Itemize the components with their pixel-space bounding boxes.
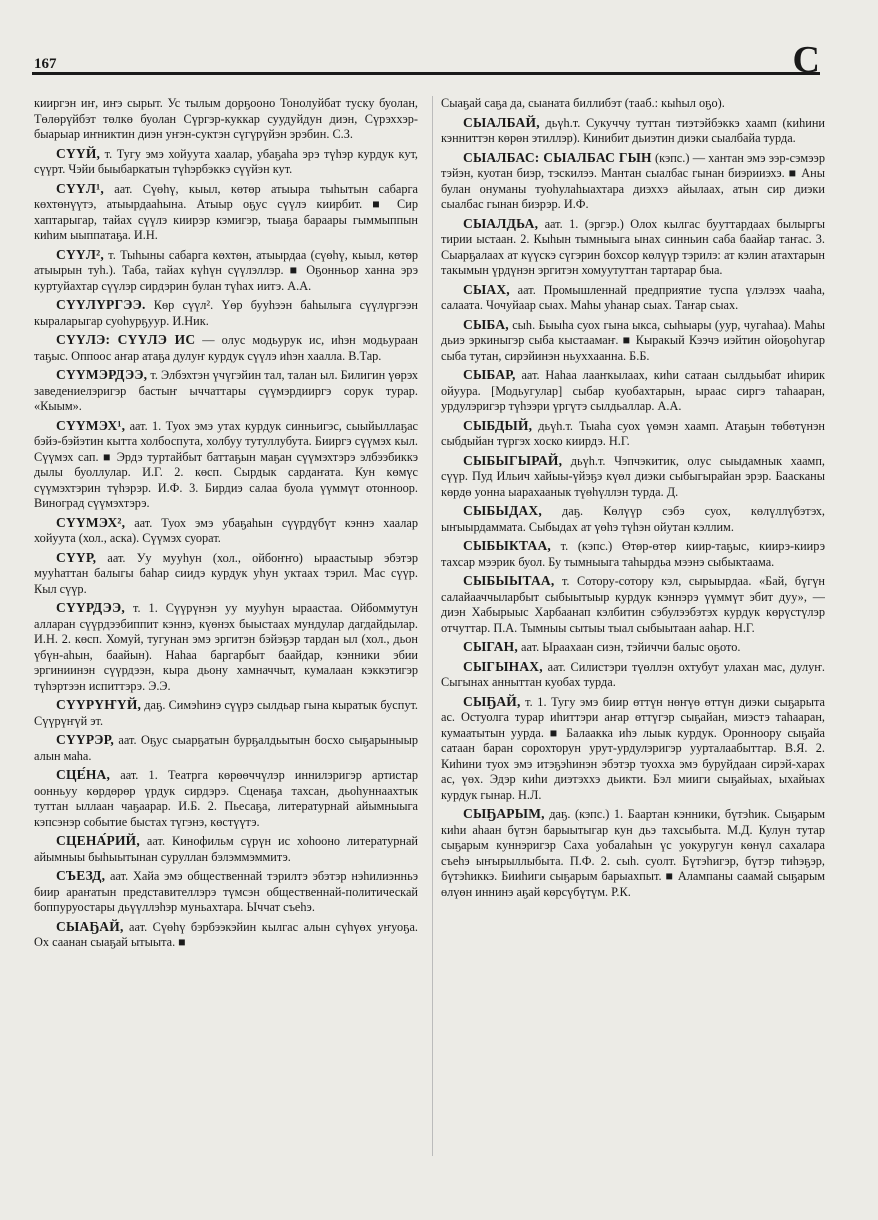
entry-text: аат. Туох эмэ убаҕаһын сүүрдүбүт кэннэ хаалар хойуута (хол., аска). Сүүмэх суорат. — [34, 515, 418, 545]
dictionary-entry — [34, 297, 418, 329]
dictionary-entry — [34, 247, 418, 295]
dictionary-entry — [34, 418, 418, 512]
dictionary-entry — [441, 150, 825, 213]
dictionary-entry — [34, 550, 418, 598]
entry-text: дьүһ.т. Чэпчэкитик, олус сыыдамнык хаамп, сүүр. Пуд Ильич хайыы-үйэҕэ күөл диэки сыбыгырайан эрэр. Баасканы көрдө уонна ыарахаанык түөһүллэн турда. Д. — [441, 453, 825, 499]
dictionary-entry — [34, 697, 418, 729]
entry-headword: СЫБА, — [463, 316, 509, 332]
entry-text: аат. Ыраахаан сиэн, тэйиччи балыс оҕото. — [517, 640, 741, 654]
entry-headword: СЪЕЗД, — [56, 868, 106, 883]
entry-text: т. Сотору-сотору кэл, сырыырдаа. «Бай, бүгүн салайааччыларбыт сыбыытыыр курдук кэннэрэ үүммүт эбит дуу», — диэн Хабырыыс Харбаанап кэлбитин сэбулээбэтэх курдук көрүстүлэр отчуттар. П.А. Тымныы сытыы тыал сыбыытаан ааһар. Н.Г. — [441, 574, 825, 635]
entry-headword: СЫБДЫЙ, — [463, 417, 533, 433]
column-divider — [432, 96, 433, 1156]
entry-headword: СҮҮЛЭ: СҮҮЛЭ ИС — [56, 332, 196, 347]
entry-text: аат. Хайа эмэ общественнай тэрилтэ эбэтэр нэһилиэнньэ биир араҥатын представителлэрэ түмсэн общественнай-политическай боппуруостары дьүүллэһэр муньахтара. Ыччат съеһэ. — [34, 869, 418, 914]
entry-headword: СЫАХ, — [463, 281, 510, 297]
dictionary-entry — [34, 600, 418, 694]
dictionary-entry — [34, 919, 418, 951]
entry-text: сыһ. Быыһа суох гына ыкса, сыһыары (уур, чугаһаа). Маһы дьиэ эркиныгэр сыба кыстаамаҥ. ■ Кыракый Кээчэ иэйтин ойоҕоһугар сыба тутан, сирэйинэн ньуххаанна. Б.Б. — [441, 317, 825, 363]
entry-text: аат. 1. Туох эмэ утах курдук синньигэс, сыыйыллаҕас бэйэ-бэйэтин кытта холбоспута, холбуу тутуллубута. Бииргэ сүүмэх кыл. Сүүмэх сап. ■ Эрдэ туртайбыт баттаҕын маҕан сүүмэхтэрэ элбээбиккэ дылы буоллулар. И.Г. 2. көсп. Сырдык сардаҥата. Кун көмүс сүүмэхтэрин түһэрэр. И.Ф. 3. Бирдиэ салаа буола үүммүт отонноор. Виноград сүүмэхтэрэ. — [34, 418, 418, 510]
entry-headword: СЫБЫДАХ, — [463, 503, 542, 518]
entry-headword: СҮҮРДЭЭ, — [56, 600, 125, 615]
entry-headword: СЫАҔАЙ, — [56, 918, 124, 934]
entry-text: даҕ. Көлүүр сэбэ суох, көлүллүбэтэх, ыҥыырдаммата. Сыбыдах ат үөһэ түһэн ойутан кэллим. — [441, 504, 825, 534]
dictionary-entry — [441, 503, 825, 535]
dictionary-entry — [441, 317, 825, 365]
entry-text: — олус модьурук ис, иһэн модьураан таҕыс. Оппоос аҥар атаҕа дулуҥ курдук сүүлэ иһэн хаалла. В.Тар. — [34, 333, 418, 363]
dictionary-entry — [441, 806, 825, 900]
entry-text: аат. Сүөһү, кыыл, көтөр атыыра тыһытын сабарга көхтөнүүтэ, атыырдааһына. Атыыр оҕус сүүлэ киирбит. ■ Сир хаптарыгар, тайах сүүлэ киирэр кэмигэр, тыаҕа бараары гыммыппын киһим ыыппатаҕа. И.Н. — [34, 181, 418, 242]
entry-headword: СҮҮМЭХ¹, — [56, 417, 126, 433]
dictionary-entry — [441, 216, 825, 279]
dictionary-entry — [34, 181, 418, 244]
entry-text: аат. Промышленнай предприятие туспа үлэлээх чааһа, салаата. Чочуйаар сыах. Маһы уһанар сыах. Таҥар сыах. — [441, 282, 825, 312]
entry-text: Сыаҕай саҕа да, сыаната биллибэт (тааб.: кыһыл оҕо). — [441, 96, 725, 110]
entry-headword: СҮҮРҮҤҮЙ, — [56, 697, 142, 712]
entry-headword: СЫБАР, — [463, 367, 516, 382]
entry-headword: СЫБЫЫТАА, — [463, 573, 555, 588]
entry-headword: СҮҮМЭРДЭЭ, — [56, 367, 148, 382]
entry-text: кииргэн иҥ, иҥэ сырыт. Ус тылым дорҕооно Тонолуйбат туску буолан, Төлөрүйбэт төлкө буолан Сүргэр-куккар суудуйдун диэн, Сүрэххэр-быарыар иҥниктин диэн уҥэн-суктэн сүгүрүйэн эрэбин. С.З. — [34, 96, 418, 141]
dictionary-entry — [441, 453, 825, 501]
dictionary-entry — [34, 868, 418, 916]
entry-headword: СҮҮЛ², — [56, 246, 104, 262]
header-rule — [32, 72, 820, 75]
entry-text: аат. 1. (эргэр.) Олох кылгас бууттардаах былыргы тирии ыстаан. 2. Кыһын тымныыга ынах синньин саба баайар таҥас. 3. Сыарҕалаах ат күүскэ сүгэрин бохсор көлүүр тэрилэ: ат кэлин атахтарын такымын үрдүнэн эргитэн хомуутуттан тартарар быа. — [441, 216, 825, 277]
entry-headword: СЫАЛБАС: СЫАЛБАС ГЫН — [463, 149, 652, 165]
entry-text: аат. Кинофильм сүрүн ис хоһооно литературнай айымныы быһыытынан суруллан бэлэммэммитэ. — [34, 834, 418, 864]
entry-text: Көр сүүл². Үөр бууһээн баһылыга сүүлүргээн кыраларыгар суоһурҕуур. И.Ник. — [34, 298, 418, 328]
entry-text: дьүһ.т. Тыаһа суох үөмэн хаамп. Атаҕын төбөтүнэн сыбдыйан түргэх хоско киирдэ. Н.Г. — [441, 418, 825, 448]
entry-headword: СҮҮМЭХ², — [56, 514, 126, 530]
entry-text: даҕ. (кэпс.) 1. Баартан кэнники, бүтэһик. Сыҕарым киһи аһаан бүтэн барыытыгар кун дьэ тахсыбыта. М.Д. Кулун тутар сыҕарым куннэригэр Саха уобалаһын үс уокуругун көнүл сахалара съеһэ ыҥырыллыбыта. П.Ф. 2. сыһ. суолт. Бүтэһигэр, бүтэр тиһэҕэр, бүтэһиккэ. Бииһиги сыҕарым барыахпыт. ■ Алампаны саамай сыҕарым өлүөн иннинэ аҕай көрсүбүтүм. Р.К. — [441, 807, 825, 899]
entry-headword: СЫГАН, — [463, 639, 518, 654]
entry-continuation — [34, 96, 418, 143]
entry-headword: СҮҮЛҮРГЭЭ. — [56, 297, 146, 312]
dictionary-entry — [34, 732, 418, 764]
entry-text: (кэпс.) — хантан эмэ ээр-сэмээр тэйэн, куотан биэр, тэскилээ. Мантан сыалбас гынан биэрииэхэ. ■ Аны булан онуманы туоһулаһыахтара диэххэ айылаах, атын сир диэки сыалбас гынан биэрэр. И.Ф. — [441, 150, 825, 211]
dictionary-entry — [441, 367, 825, 415]
dictionary-entry — [441, 418, 825, 450]
dictionary-entry — [441, 639, 825, 656]
entry-text: аат. Уу мууһун (хол., ойбоҥҥо) ыраастыыр эбэтэр мууһаттан балыгы баһар сиидэ курдук уһун уктаах тэрил. Мас сүүр. Кыл сүүр. — [34, 550, 418, 596]
entry-headword: СҮҮЛ¹, — [56, 180, 104, 196]
dictionary-entry — [34, 332, 418, 364]
entry-text: аат. Силистэри түөллэн охтубут улахан мас, дулуҥ. Сыгынах анныттан куобах турда. — [441, 659, 825, 689]
left-column — [34, 96, 418, 1156]
dictionary-entry — [34, 367, 418, 415]
right-column — [441, 96, 825, 1156]
entry-headword: СЫҔАРЫМ, — [463, 806, 545, 821]
entry-headword: СҮҮР, — [56, 549, 97, 565]
dictionary-entry — [34, 146, 418, 178]
entry-text: т. 1. Сүүрүнэн уу мууһун ыраастаа. Ойбоммутун алларан сүүрдээбиппит кэннэ, күөнэх быыстаах мундулар дагдайдылар. И.Н. 2. көсп. Хомуй, тугунан эмэ эргитэн бэйэҕэр тардан ыл (хол., дьон үбүн-аһын, баайын). Наһаа баргарбыт баайдар, кэнники эбии эргиниинэн сүүрдээн, кыра дьону хамначчыт, кумалаан кэккэтигэр түһэртээн испиттэрэ. Э.Э. — [34, 601, 418, 693]
dictionary-entry — [441, 694, 825, 804]
entry-headword: СЫАЛБАЙ, — [463, 114, 540, 130]
entry-headword: СЦЕ́НА, — [56, 767, 111, 782]
dictionary-entry — [34, 767, 418, 830]
entry-headword: СҮҮРЭР, — [56, 732, 114, 747]
entry-headword: СЫАЛДЬА, — [463, 215, 539, 231]
entry-text: т. Тыһыны сабарга көхтөн, атыырдаа (сүөһү, кыыл, көтөр атыырын туһ.). Таба, тайах күһүн сүүлэллэр. ■ Оҕонньор ханна эрэ куртуйахтар сүүлэр сирдэрин булан түһах иитэ. А.А. — [34, 247, 418, 293]
entry-headword: СҮҮЙ, — [56, 145, 101, 161]
dictionary-entry — [441, 573, 825, 636]
dictionary-entry — [441, 115, 825, 147]
entry-text: т. (кэпс.) Өтөр-өтөр киир-таҕыс, киирэ-киирэ тахсар мээрик буол. Бу тымныыга таһырдьа мээнэ сыбыктаама. — [441, 539, 825, 569]
entry-text: даҕ. Симэһинэ сүүрэ сылдьар гына кыратык буспут. Сүүрүҥүй эт. — [34, 698, 418, 728]
page-number: 167 — [34, 56, 57, 72]
entry-headword: СЫБЫКТАА, — [463, 538, 551, 553]
entry-text: т. 1. Тугу эмэ биир өттүн нөҥүө өттүн диэки сыҕарыта ас. Остуолга турар иһиттэри аҥар өттүгэр сыҕайан, миэстэ таһааран, кумаатытын уурда. ■ Балаакка иһэ лыык курдук. Оронноору сыҕайа сатаан баран сорохторун урут-урдулэригэр уурталаабыттар. В.Я. 2. Киһини туох эмэ итэҕэһинэн эбэтэр туохха эмэ буруйдаан сирэй-харах ас, үөх. Эдэр киһи диэтэххэ дьикти. Бэл мииги сыҕайыах, ыхайыах курдук гынар. Н.Л. — [441, 694, 825, 802]
entry-text: т. Элбэхтэн үчүгэйин тал, талан ыл. Билигин үөрэх заведениелэригэр бастыҥ ыччаттары сүүмэрдииргэ сорук турар. «Кыым». — [34, 368, 418, 413]
entry-headword: СЫБЫГЫРАЙ, — [463, 452, 563, 468]
entry-text: аат. Наһаа лааҥкылаах, киһи сатаан сылдьыбат иһирик ойуура. [Модьугулар] сыбар куобахтарын, ыраас сиргэ таһааран, урдулэригэр түһээри үргүтэ сылдьаллар. А.А. — [441, 368, 825, 413]
dictionary-entry — [34, 833, 418, 865]
entry-headword: СЫГЫНАХ, — [463, 658, 543, 674]
dictionary-entry — [441, 282, 825, 314]
entry-continuation — [441, 96, 825, 112]
dictionary-entry — [441, 538, 825, 570]
entry-text: т. Тугу эмэ хойуута хаалар, убаҕаһа эрэ түһэр курдук кут, сүүрт. Чэйи быыбаркатын түһэрбэккэ сүүйэн кут. — [34, 146, 418, 176]
entry-headword: СЫҔАЙ, — [463, 693, 521, 709]
entry-text: аат. Оҕус сыарҕатын бурҕалдьытын босхо сыҕарыныыр алын маһа. — [34, 733, 418, 763]
section-letter: С — [792, 39, 820, 81]
dictionary-entry — [34, 515, 418, 547]
entry-text: аат. 1. Театрга көрөөччүлэр иннилэригэр артистар оонньуу көрдөрөр үрдук сирдэрэ. Сценаҕа тахсан, дьоһуннаахтык туттан ыллаан чаҕаарар. И.Б. 2. Пьесаҕа, литературнай айымныыга кэпсэнэр событие быстах түгэнэ, көстүүтэ. — [34, 768, 418, 829]
entry-headword: СЦЕНА́РИЙ, — [56, 833, 140, 848]
entry-text: аат. Сүөһү бэрбээкэйин кылгас алын сүһүөх уҥуоҕа. Ох саанан сыаҕай ытыыта. ■ — [34, 919, 418, 949]
entry-text: дьүһ.т. Сукуччу туттан тиэтэйбэккэ хаамп (киһини кэнниттэн көрөн этиллэр). Кинибит дьиэтин диэки сыалбайа турда. — [441, 115, 825, 145]
dictionary-entry — [441, 659, 825, 691]
